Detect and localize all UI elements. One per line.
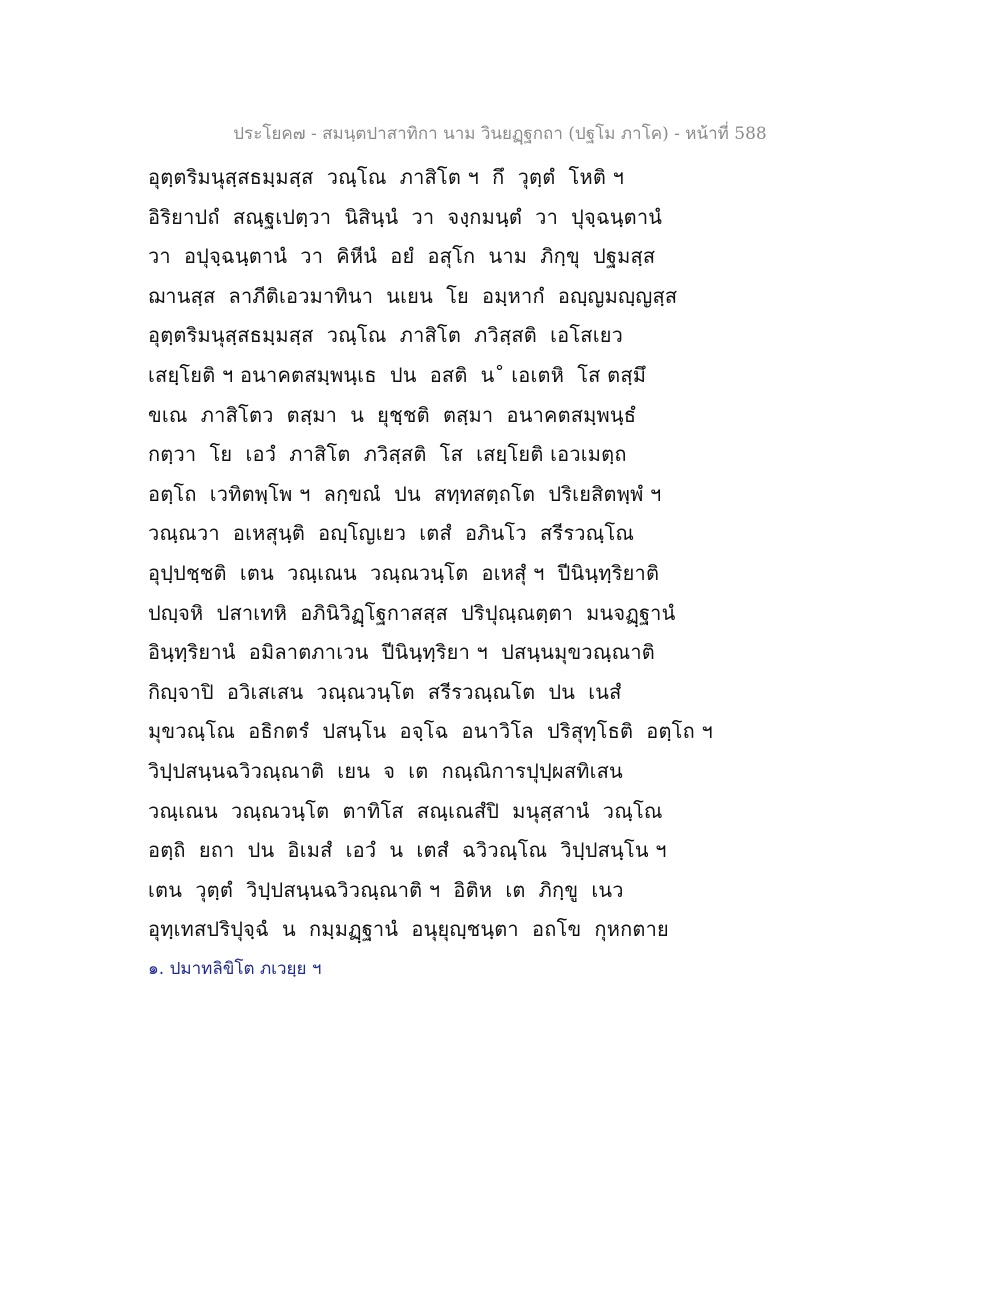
page-header: ประโยค๗ - สมนฺตปาสาทิกา นาม วินยฏฺฐกถา (ปฐโม ภาโค) - หน้าที่ 588 <box>233 124 767 144</box>
text-line: วณฺเณน วณฺณวนฺโต ตาทิโส สณฺเณสํปิ มนุสฺสานํ วณฺโณ <box>148 798 663 823</box>
text-line: อิริยาปถํ สณฺฐเปตฺวา นิสินฺนํ วา จงฺกมนฺตํ วา ปุจฺฉนฺตานํ <box>148 204 663 229</box>
footnote: ๑. ปมาทลิขิโต ภเวยฺย ฯ <box>148 959 322 979</box>
text-line: เตน วุตฺตํ วิปฺปสนฺนฉวิวณฺณาติ ฯ อิติห เต ภิกฺขู เนว <box>148 877 624 902</box>
text-line: อุทฺเทสปริปุจฺฉํ น กมฺมฏฺฐานํ อนุยุญฺชนฺตา อถโข กุหกตาย <box>148 917 669 942</box>
text-line: อตฺโถ เวทิตพฺโพ ฯ ลกฺขณํ ปน สทฺทสตฺถโต ปริเยสิตพฺพํ ฯ <box>148 481 662 506</box>
body-text <box>148 158 968 950</box>
text-line: อุตฺตริมนุสฺสธมฺมสฺส วณฺโณ ภาสิโต ภวิสฺสติ เอโสเยว <box>148 323 624 348</box>
text-line: มุขวณฺโณ อธิกตรํ ปสนฺโน อจฺโฉ อนาวิโล ปริสุทฺโธติ อตฺโถ ฯ <box>148 719 713 744</box>
text-line: กิญฺจาปิ อวิเสเสน วณฺณวนฺโต สรีรวณฺณโต ปน เนสํ <box>148 679 622 704</box>
text-line: กตฺวา โย เอวํ ภาสิโต ภวิสฺสติ โส เสยฺโยติ เอวเมตฺถ <box>148 442 627 467</box>
text-line: วณฺณวา อเหสุนฺติ อญฺโญเยว เตสํ อภินโว สรีรวณฺโณ <box>148 521 635 546</box>
text-line: อุปฺปชฺชติ เตน วณฺเณน วณฺณวนฺโต อเหสุํ ฯ ปีนินฺทฺริยาติ <box>148 560 660 585</box>
text-line: วา อปุจฺฉนฺตานํ วา คิหีนํ อยํ อสุโก นาม ภิกฺขุ ปฐมสฺส <box>148 244 656 269</box>
text-line: เสยฺโยติ ฯ อนาคตสมฺพนฺเธ ปน อสติ น˚ เอเตหิ โส ตสฺมึ <box>148 362 647 387</box>
text-line: อินฺทฺริยานํ อมิลาตภาเวน ปีนินฺทฺริยา ฯ ปสนฺนมุขวณฺณาติ <box>148 640 655 665</box>
text-line: ขเณ ภาสิโตว ตสฺมา น ยุชฺชติ ตสฺมา อนาคตสมฺพนฺธํ <box>148 402 637 427</box>
text-line: อุตฺตริมนุสฺสธมฺมสฺส วณฺโณ ภาสิโต ฯ กึ วุตฺตํ โหติ ฯ <box>148 165 625 189</box>
text-line: วิปฺปสนฺนฉวิวณฺณาติ เยน จ เต กณฺณิการปุปฺผสทิเสน <box>148 758 623 783</box>
text-line: ปญฺจหิ ปสาเทหิ อภินิวิฏฺโฐกาสสฺส ปริปุณฺณตฺตา มนจฏฺฐานํ <box>148 600 676 625</box>
text-line: อตฺถิ ยถา ปน อิเมสํ เอวํ น เตสํ ฉวิวณฺโณ วิปฺปสนฺโน ฯ <box>148 838 667 863</box>
text-line: ฌานสฺส ลาภีติเอวมาทินา นเยน โย อมฺหากํ อญฺญมญฺญสฺส <box>148 283 678 308</box>
